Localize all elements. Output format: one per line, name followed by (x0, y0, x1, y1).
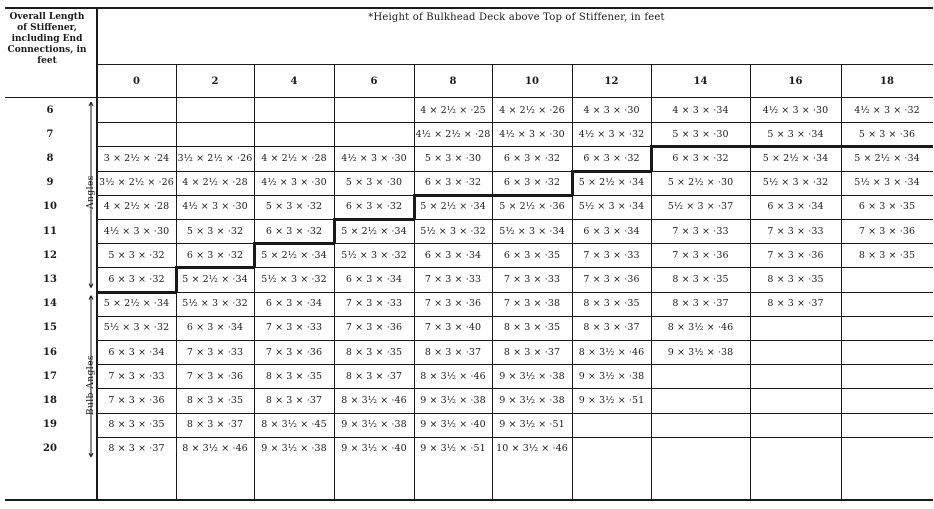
table-cell (750, 340, 841, 364)
table-cell: 4 × 2½ × ·28 (261, 152, 327, 164)
table-cell: 5 × 2½ × ·36 (499, 201, 565, 213)
row-length-label: 12 (43, 249, 57, 261)
table-cell: 7 × 3 × ·33 (265, 322, 323, 334)
table-cell: 8 × 3 × ·37 (186, 419, 244, 431)
table-cell: 5 × 3 × ·36 (858, 128, 916, 140)
table-cell: 7 × 3 × ·40 (424, 322, 482, 334)
row-length-label: 8 (46, 152, 54, 164)
table-cell (841, 413, 933, 437)
table-cell: 6 × 3 × ·32 (503, 152, 561, 164)
table-cell: 5½ × 3 × ·32 (420, 225, 486, 237)
table-cell: 7 × 3 × ·36 (424, 298, 482, 310)
table-cell: 5 × 2½ × ·34 (762, 152, 829, 164)
table-cell: 7 × 3 × ·33 (767, 225, 824, 237)
table-cell: 8 × 3 × ·35 (345, 346, 403, 358)
table-cell: 6 × 3 × ·32 (424, 177, 482, 189)
table-cell: 9 × 3½ × ·51 (578, 394, 645, 406)
table-cell (572, 437, 651, 461)
table-cell: 8 × 3 × ·37 (345, 370, 403, 382)
table-cell (572, 413, 651, 437)
table-cell (750, 316, 841, 340)
table-cell: 8 × 3½ × ·46 (420, 370, 486, 382)
table-cell: 9 × 3½ × ·38 (499, 370, 565, 382)
table-cell (750, 388, 841, 412)
row-length-label: 13 (43, 273, 57, 285)
table-cell (841, 388, 933, 412)
bracket-line (91, 453, 93, 457)
table-cell: 7 × 3 × ·36 (583, 273, 640, 285)
table-cell: 5 × 3 × ·34 (767, 128, 824, 140)
table-cell: 6 × 3 × ·35 (858, 201, 916, 213)
table-cell: 4½ × 3 × ·30 (261, 177, 327, 189)
table-cell: 8 × 3 × ·35 (767, 273, 824, 285)
column-head: 6 (370, 75, 378, 87)
table-cell: 8 × 3½ × ·46 (341, 394, 407, 406)
table-cell: 7 × 3 × ·33 (672, 225, 729, 237)
table-cell: 5½ × 3 × ·34 (854, 177, 920, 189)
table-cell: 5½ × 3 × ·34 (578, 201, 645, 213)
table-cell: 7 × 3 × ·33 (424, 273, 482, 285)
section-label-angles: Angles (86, 162, 96, 222)
table-cell: 9 × 3½ × ·38 (667, 346, 734, 358)
table-cell: 6 × 3 × ·35 (503, 249, 561, 261)
table-cell: 7 × 3 × ·36 (345, 322, 403, 334)
table-cell: 7 × 3 × ·33 (503, 273, 561, 285)
table-cell: 7 × 3 × ·36 (672, 249, 729, 261)
table-cell: 8 × 3 × ·37 (503, 346, 561, 358)
table-cell: 7 × 3 × ·36 (108, 394, 165, 406)
table-cell: 4½ × 3 × ·30 (499, 128, 565, 140)
table-cell: 4 × 2½ × ·26 (499, 104, 565, 116)
table-cell: 5 × 2½ × ·30 (667, 177, 734, 189)
column-head: 18 (880, 75, 894, 87)
table-cell: 7 × 3 × ·38 (503, 298, 561, 310)
table-cell: 7 × 3 × ·36 (265, 346, 323, 358)
table-cell (651, 364, 750, 388)
row-length-label: 9 (46, 177, 54, 189)
table-cell: 8 × 3 × ·35 (583, 298, 640, 310)
table-cell: 4½ × 3 × ·30 (103, 225, 170, 237)
table-cell: 9 × 3½ × ·51 (499, 419, 565, 431)
bracket-line (89, 453, 91, 457)
table-cell: 4½ × 2½ × ·28 (415, 128, 491, 140)
rule (5, 7, 933, 9)
table-cell: 6 × 3 × ·32 (503, 177, 561, 189)
table-cell (176, 98, 254, 122)
table-cell: 3½ × 2½ × ·26 (99, 177, 174, 189)
table-cell: 9 × 3½ × ·38 (499, 394, 565, 406)
table-cell: 9 × 3½ × ·40 (420, 419, 486, 431)
table-cell (750, 437, 841, 461)
table-cell (651, 413, 750, 437)
table-cell: 8 × 3 × ·35 (265, 370, 323, 382)
table-cell (750, 413, 841, 437)
bracket-line (91, 102, 93, 106)
table-cell: 8 × 3 × ·35 (858, 249, 916, 261)
table-cell: 4 × 2½ × ·28 (103, 201, 170, 213)
table-cell: 6 × 3 × ·32 (186, 249, 244, 261)
row-length-label: 10 (43, 201, 57, 213)
table-cell: 5 × 3 × ·30 (345, 177, 403, 189)
table-cell (97, 122, 176, 146)
table-cell: 8 × 3½ × ·46 (182, 443, 248, 455)
table-cell: 9 × 3½ × ·38 (578, 370, 645, 382)
table-cell: 6 × 3 × ·34 (345, 273, 403, 285)
table-cell: 3 × 2½ × ·24 (103, 152, 170, 164)
table-cell (334, 122, 414, 146)
table-cell: 8 × 3½ × ·46 (667, 322, 734, 334)
bracket-line (89, 102, 91, 106)
table-cell: 4½ × 3 × ·30 (762, 104, 829, 116)
table-cell: 4 × 3 × ·34 (672, 104, 729, 116)
table-cell: 6 × 3 × ·34 (424, 249, 482, 261)
table-cell: 10 × 3½ × ·46 (496, 443, 568, 455)
table-cell: 8 × 3½ × ·45 (261, 419, 327, 431)
table-cell (254, 98, 334, 122)
column-head: 10 (525, 75, 539, 87)
column-head: 2 (211, 75, 219, 87)
table-cell (254, 122, 334, 146)
table-cell: 5 × 3 × ·30 (672, 128, 729, 140)
table-cell: 4½ × 3 × ·32 (854, 104, 920, 116)
table-cell: 5 × 3 × ·30 (424, 152, 482, 164)
table-cell: 7 × 3 × ·36 (858, 225, 916, 237)
table-cell: 5½ × 3 × ·32 (762, 177, 829, 189)
row-length-label: 16 (43, 346, 57, 358)
table-cell: 4½ × 3 × ·32 (578, 128, 645, 140)
table-cell: 5½ × 3 × ·37 (667, 201, 734, 213)
table-cell: 4 × 2½ × ·28 (182, 177, 248, 189)
table-cell: 5 × 2½ × ·34 (854, 152, 920, 164)
table-cell (750, 364, 841, 388)
table-cell: 4 × 2½ × ·25 (420, 104, 486, 116)
column-head: 14 (693, 75, 708, 87)
table-cell: 9 × 3½ × ·51 (420, 443, 486, 455)
row-length-label: 14 (43, 298, 57, 310)
row-length-label: 11 (43, 225, 57, 237)
table-cell: 5½ × 3 × ·34 (499, 225, 565, 237)
column-head: 0 (133, 75, 140, 87)
table-cell: 6 × 3 × ·34 (265, 298, 323, 310)
table-cell: 5 × 3 × ·32 (108, 249, 165, 261)
table-cell (97, 98, 176, 122)
table-cell (841, 364, 933, 388)
table-cell: 6 × 3 × ·32 (108, 273, 165, 285)
table-cell: 9 × 3½ × ·40 (341, 443, 407, 455)
bracket-line (89, 284, 91, 288)
table-cell (841, 340, 933, 364)
table-cell: 8 × 3 × ·37 (767, 298, 824, 310)
table-cell (176, 122, 254, 146)
table-cell: 8 × 3 × ·35 (503, 322, 561, 334)
table-cell: 6 × 3 × ·34 (186, 322, 244, 334)
column-head: 8 (449, 75, 457, 87)
table-cell: 6 × 3 × ·32 (345, 201, 403, 213)
bracket-line (89, 296, 91, 300)
table-cell: 5 × 2½ × ·34 (261, 249, 327, 261)
table-cell: 5 × 3 × ·32 (186, 225, 244, 237)
table-cell: 7 × 3 × ·36 (186, 370, 244, 382)
table-cell: 9 × 3½ × ·38 (420, 394, 486, 406)
row-length-label: 17 (43, 370, 57, 382)
table-cell (841, 292, 933, 316)
table-cell: 8 × 3 × ·37 (583, 322, 640, 334)
table-cell: 5½ × 3 × ·32 (103, 322, 170, 334)
table-cell: 6 × 3 × ·32 (583, 152, 640, 164)
table-cell: 7 × 3 × ·36 (767, 249, 824, 261)
table-cell: 6 × 3 × ·34 (108, 346, 165, 358)
table-cell: 5½ × 3 × ·32 (261, 273, 327, 285)
table-cell (651, 437, 750, 461)
table-cell: 7 × 3 × ·33 (345, 298, 403, 310)
table-cell: 7 × 3 × ·33 (186, 346, 244, 358)
table-cell: 5 × 2½ × ·34 (182, 273, 248, 285)
table-cell: 9 × 3½ × ·38 (261, 443, 327, 455)
corner-header: Overall Length of Stiffener, including End Connections, in feet (7, 12, 87, 66)
rule (5, 499, 933, 501)
table-cell: 5 × 3 × ·32 (265, 201, 323, 213)
table-cell: 8 × 3 × ·37 (672, 298, 729, 310)
row-length-label: 18 (43, 394, 57, 406)
table-cell: 5 × 2½ × ·34 (578, 177, 645, 189)
table-heading: *Height of Bulkhead Deck above Top of Stiffener, in feet (368, 12, 665, 23)
table-cell: 7 × 3 × ·33 (108, 370, 165, 382)
table-cell (841, 316, 933, 340)
table-cell: 5 × 2½ × ·34 (341, 225, 407, 237)
table-cell: 8 × 3½ × ·46 (578, 346, 645, 358)
table-cell (841, 267, 933, 291)
table-cell: 8 × 3 × ·37 (424, 346, 482, 358)
row-length-label: 20 (43, 443, 57, 455)
table-cell (651, 388, 750, 412)
table-cell: 6 × 3 × ·32 (672, 152, 729, 164)
table-cell: 5½ × 3 × ·32 (341, 249, 407, 261)
table-cell: 4½ × 3 × ·30 (182, 201, 248, 213)
column-head: 16 (788, 75, 803, 87)
table-cell (334, 98, 414, 122)
table-cell: 8 × 3 × ·37 (265, 394, 323, 406)
row-length-label: 7 (46, 128, 54, 140)
table-cell: 4½ × 3 × ·30 (341, 152, 407, 164)
table-cell (841, 437, 933, 461)
bracket-line (91, 296, 93, 300)
row-length-label: 6 (46, 104, 54, 116)
table-cell: 8 × 3 × ·35 (108, 419, 165, 431)
table-cell: 8 × 3 × ·35 (672, 273, 729, 285)
row-length-label: 19 (43, 419, 57, 431)
table-cell: 5½ × 3 × ·32 (182, 298, 248, 310)
table-cell: 4 × 3 × ·30 (583, 104, 640, 116)
section-label-bulb-angles: Bulb Angles (86, 345, 96, 425)
column-head: 12 (604, 75, 619, 87)
table-cell: 3½ × 2½ × ·26 (177, 152, 253, 164)
table-cell: 6 × 3 × ·32 (265, 225, 323, 237)
column-head: 4 (290, 75, 298, 87)
row-length-label: 15 (43, 322, 57, 334)
bracket-line (91, 284, 93, 288)
table-cell: 8 × 3 × ·37 (108, 443, 165, 455)
table-cell: 5 × 2½ × ·34 (103, 298, 170, 310)
table-cell: 7 × 3 × ·33 (583, 249, 640, 261)
table-cell: 6 × 3 × ·34 (767, 201, 824, 213)
table-cell: 8 × 3 × ·35 (186, 394, 244, 406)
table-cell: 6 × 3 × ·34 (583, 225, 640, 237)
table-cell: 5 × 2½ × ·34 (420, 201, 486, 213)
table-cell: 9 × 3½ × ·38 (341, 419, 407, 431)
